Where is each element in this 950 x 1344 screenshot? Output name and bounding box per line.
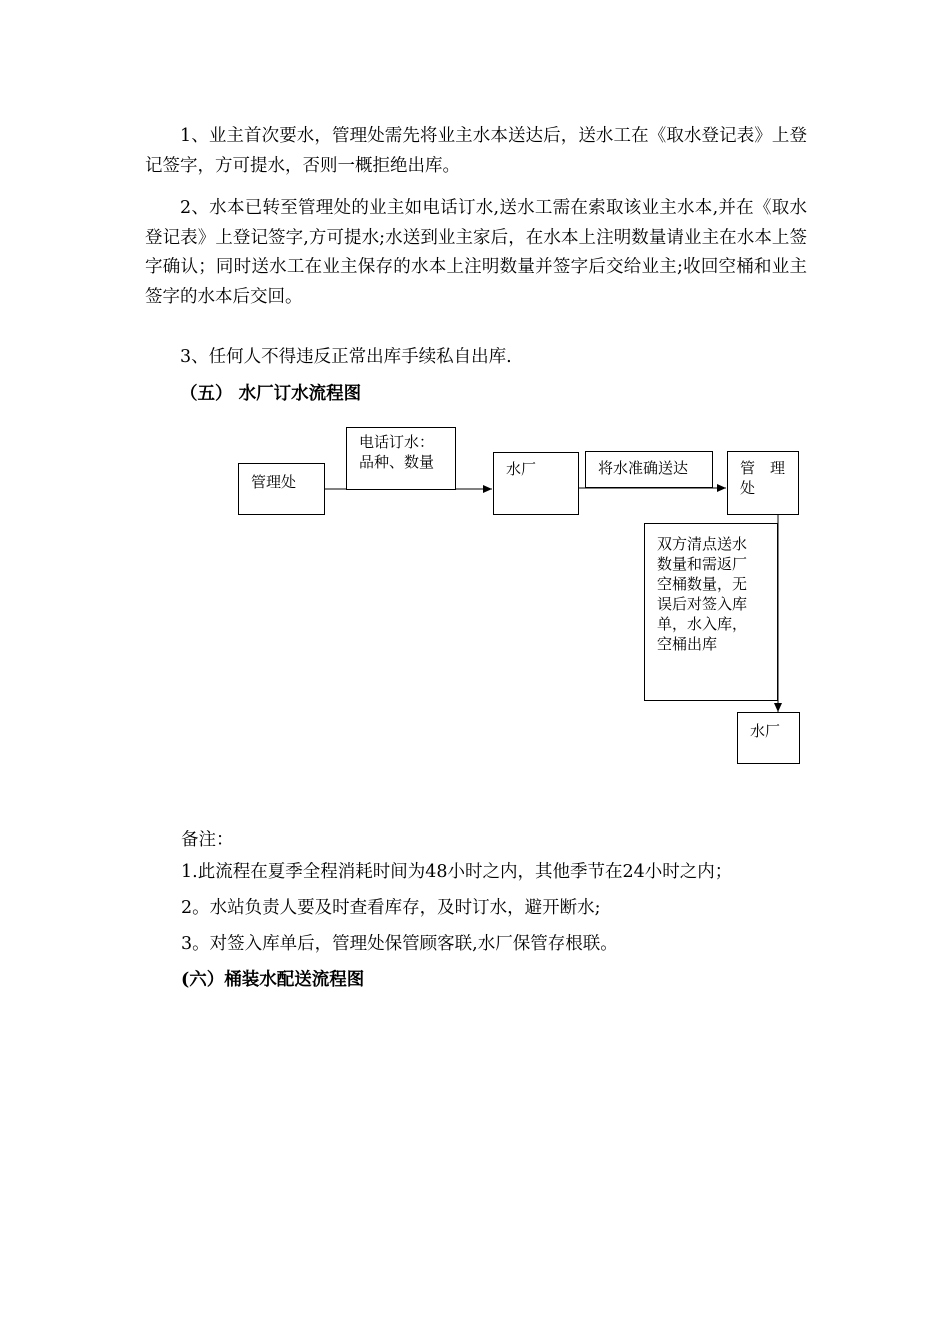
section-heading-5: （五） 水厂订水流程图 <box>180 384 362 404</box>
paragraph-1: 1、业主首次要水，管理处需先将业主水本送达后，送水工在《取水登记表》上登记签字，方可提水，否则一概拒绝出库。 <box>145 126 807 176</box>
section-heading-6: (六）桶装水配送流程图 <box>181 970 365 990</box>
box-deliver-water: 将水准确送达 <box>585 451 713 488</box>
note-2: 2。水站负责人要及时查看库存，及时订水，避开断水; <box>181 898 601 918</box>
box-check-quantities: 双方清点送水 数量和需返厂 空桶数量，无 误后对签入库 单，水入库， 空桶出库 <box>644 523 778 701</box>
box-management-office-2: 管 理 处 <box>727 451 799 515</box>
paragraph-3: 3、任何人不得违反正常出库手续私自出库. <box>180 347 512 367</box>
box-management-office: 管理处 <box>238 463 325 515</box>
note-1: 1.此流程在夏季全程消耗时间为48小时之内，其他季节在24小时之内； <box>181 862 733 882</box>
box-phone-order: 电话订水： 品种、数量 <box>346 427 456 490</box>
notes-title: 备注： <box>181 830 234 850</box>
note-3: 3。对签入库单后，管理处保管顾客联,水厂保管存根联。 <box>181 934 618 954</box>
box-water-factory: 水厂 <box>493 452 579 515</box>
paragraph-2: 2、水本已转至管理处的业主如电话订水,送水工需在索取该业主水本,并在《取水登记表》上登记签字,方可提水;水送到业主家后，在水本上注明数量请业主在水本上签字确认；同时送水工在业主保存的水本上注明数量并签字后交给业主;收回空桶和业主签字的水本后交回。 <box>145 198 807 307</box>
box-water-factory-2: 水厂 <box>737 712 800 764</box>
